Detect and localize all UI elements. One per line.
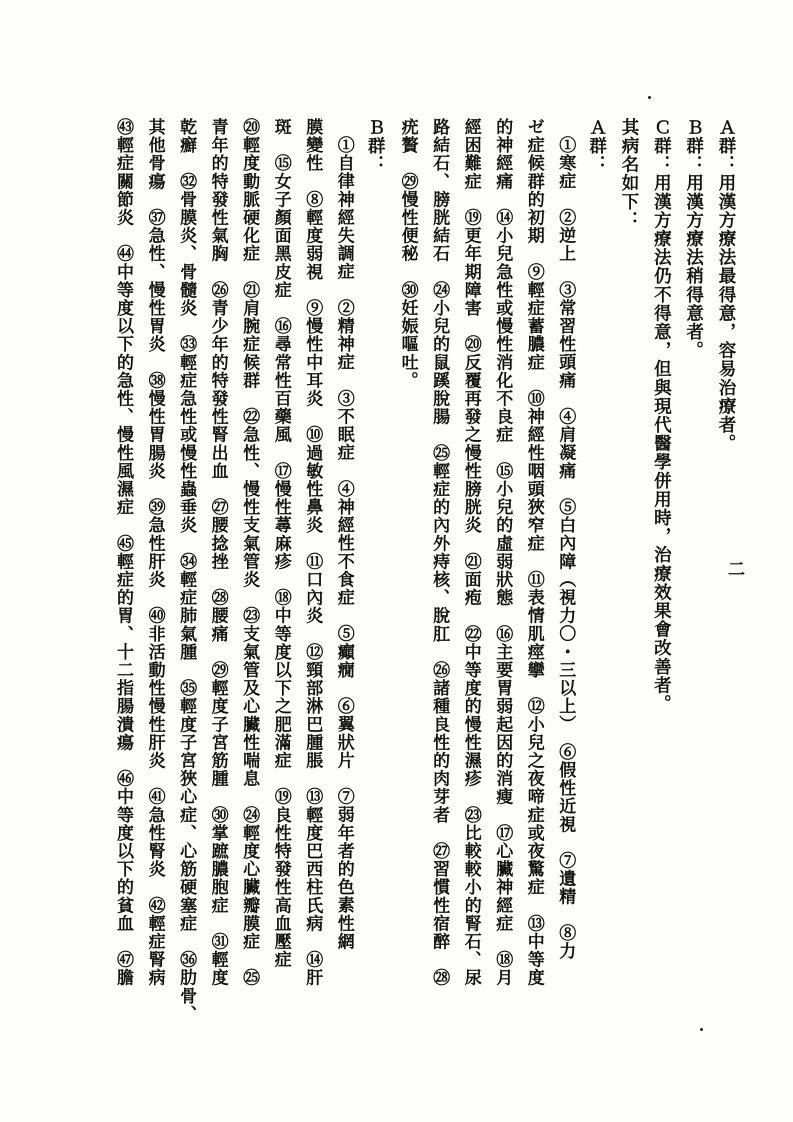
vertical-text-block xyxy=(52,118,742,1038)
text-column: ゼ症候群的初期 ⑨輕症蓄膿症 ⑩神經性咽頭狹窄症 ⑪表情肌痙攣 ⑫小兒之夜啼症或夜驚症 ⑬中等度 xyxy=(523,118,544,987)
text-column: 路結石、膀胱結石 ㉔小兒的鼠蹊脫腸 ㉕輕症的內外痔核、脫肛 ㉖諸種良性的肉芽者 ㉗習慣性宿醉 ㉘ xyxy=(429,118,450,987)
text-column: Ａ群：用漢方療法最得意，容易治療者。 xyxy=(716,118,736,453)
text-column-group-a-label: Ａ群： xyxy=(586,118,607,174)
text-column: 的神經痛 ⑭小兒急性或慢性消化不良症 ⑮小兒的虛弱狀態 ⑯主要胃弱起因的消瘦 ⑰心臟神經症 ⑱月 xyxy=(492,118,513,987)
text-column: 青年的特發性氣胸 ㉖青少年的特發性腎出血 ㉗腰捻挫 ㉘腰痛 ㉙輕度子宮筋腫 ㉚掌蹠膿胞症 ㉛輕度 xyxy=(207,118,228,987)
text-column: 膜變性 ⑧輕度弱視 ⑨慢性中耳炎 ⑩過敏性鼻炎 ⑪口內炎 ⑫頸部淋巴腫脹 ⑬輕度巴西柱氏病 ⑭肝 xyxy=(302,118,323,987)
text-column: 其病名如下： xyxy=(618,118,639,230)
text-column: Ｃ群：用漢方療法仍不得意，但與現代醫學併用時，治療效果會改善者。 xyxy=(651,118,672,714)
text-column: 其他骨瘍 ㊲急性、慢性胃炎 ㊳慢性胃腸炎 ㊴急性肝炎 ㊵非活動性慢性肝炎 ㊶急性腎炎 ㊷輕症腎病 xyxy=(144,118,165,987)
text-column: 經困難症 ⑲更年期障害 ⑳反覆再發之慢性膀胱炎 ㉑面疱 ㉒中等度的慢性濕疹 ㉓比較較小的腎石、尿 xyxy=(460,118,481,987)
text-column: 乾癬 ㉜骨膜炎、骨髓炎 ㉝輕症急性或慢性蟲垂炎 ㉞輕症肺氣腫 ㉟輕度子宮狹心症、心筋硬塞症 ㊱肋骨、 xyxy=(176,118,197,1023)
text-column: ⑳輕度動脈硬化症 ㉑肩腕症候群 ㉒急性、慢性支氣管炎 ㉓支氣管及心臟性喘息 ㉔輕度心臟瓣膜症 ㉕ xyxy=(239,118,260,987)
page-number: 二 xyxy=(724,560,744,577)
text-column: ①自律神經失調症 ②精神症 ③不眠症 ④神經性不食症 ⑤癲癇 ⑥翼狀片 ⑦弱年者的色素性網 xyxy=(333,136,354,951)
page-speck-mark xyxy=(648,96,651,99)
text-column: Ｂ群：用漢方療法稍得意者。 xyxy=(683,118,704,360)
text-column-group-b-label: Ｂ群： xyxy=(365,118,386,174)
text-column: ①寒症 ②逆上 ③常習性頭痛 ④肩凝痛 ⑤白內障（視力〇・三以上） ⑥假性近視 ⑦遺精 ⑧力 xyxy=(555,136,576,961)
text-column: 斑 ⑮女子顏面黑皮症 ⑯尋常性百藥風 ⑰慢性蕁麻疹 ⑱中等度以下之肥滿症 ⑲良性特發性高血壓症 xyxy=(270,118,291,969)
text-column: 疣贅 ㉙慢性便秘 ㉚妊娠嘔吐。 xyxy=(397,118,418,390)
text-column: ㊸輕症關節炎 ㊹中等度以下的急性、慢性風濕症 ㊺輕症的胃、十二指腸潰瘍 ㊻中等度以下的貧血 ㊼膽 xyxy=(113,118,134,987)
